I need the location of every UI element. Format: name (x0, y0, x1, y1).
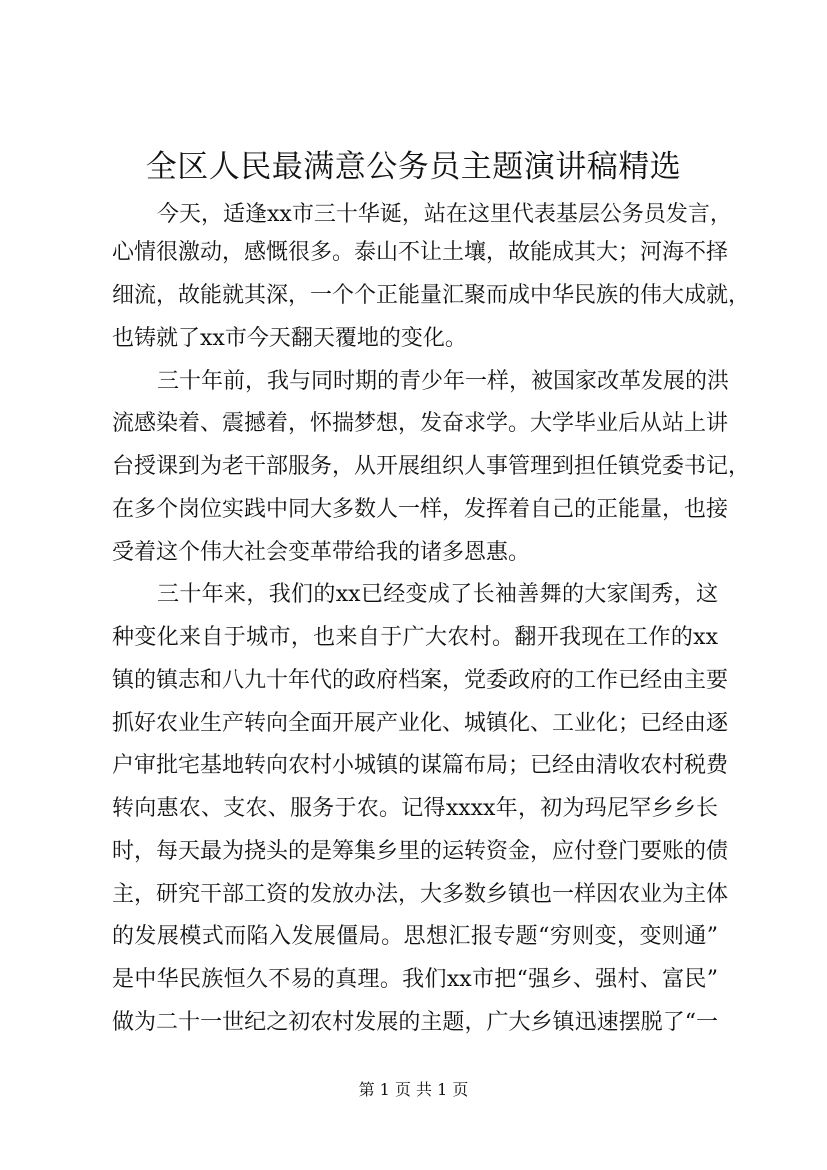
body-line: 三十年前，我与同时期的青少年一样，被国家改革发展的洪 (157, 369, 730, 394)
body-line: 在多个岗位实践中同大多数人一样，发挥着自己的正能量，也接 (112, 497, 729, 522)
document-title: 全区人民最满意公务员主题演讲稿精选 (145, 149, 682, 185)
body-line: 转向惠农、支农、服务于农。记得xxxx年，初为玛尼罕乡乡长 (112, 796, 718, 821)
body-line: 细流，故能就其深，一个个正能量汇聚而成中华民族的伟大成就， (112, 283, 751, 308)
body-line: 今天，适逢xx市三十华诞，站在这里代表基层公务员发言， (157, 202, 732, 227)
body-line: 心情很激动，感慨很多。泰山不让土壤，故能成其大；河海不择 (112, 240, 729, 265)
body-line: 镇的镇志和八九十年代的政府档案，党委政府的工作已经由主要 (112, 668, 729, 693)
body-line: 流感染着、震撼着，怀揣梦想，发奋求学。大学毕业后从站上讲 (112, 411, 729, 436)
body-line: 台授课到为老干部服务，从开展组织人事管理到担任镇党委书记， (112, 454, 751, 479)
body-line: 时，每天最为挠头的是筹集乡里的运转资金，应付登门要账的债 (112, 839, 729, 864)
body-line: 受着这个伟大社会变革带给我的诸多恩惠。 (112, 540, 531, 565)
body-line: 抓好农业生产转向全面开展产业化、城镇化、工业化；已经由逐 (112, 711, 729, 736)
body-line: 户审批宅基地转向农村小城镇的谋篇布局；已经由清收农村税费 (112, 753, 729, 778)
body-line: 是中华民族恒久不易的真理。我们xx市把“强乡、强村、富民” (112, 967, 718, 992)
body-line: 的发展模式而陷入发展僵局。思想汇报专题“穷则变，变则通” (112, 924, 718, 949)
page-number-footer: 第 1 页 共 1 页 (358, 1080, 469, 1099)
body-line: 种变化来自于城市，也来自于广大农村。翻开我现在工作的xx (112, 625, 718, 650)
body-line: 三十年来，我们的xx已经变成了长袖善舞的大家闺秀，这 (157, 582, 718, 607)
body-line: 做为二十一世纪之初农村发展的主题，广大乡镇迅速摆脱了“一 (112, 1010, 718, 1035)
body-line: 也铸就了xx市今天翻天覆地的变化。 (112, 326, 467, 351)
body-line: 主，研究干部工资的发放办法，大多数乡镇也一样因农业为主体 (112, 882, 729, 907)
